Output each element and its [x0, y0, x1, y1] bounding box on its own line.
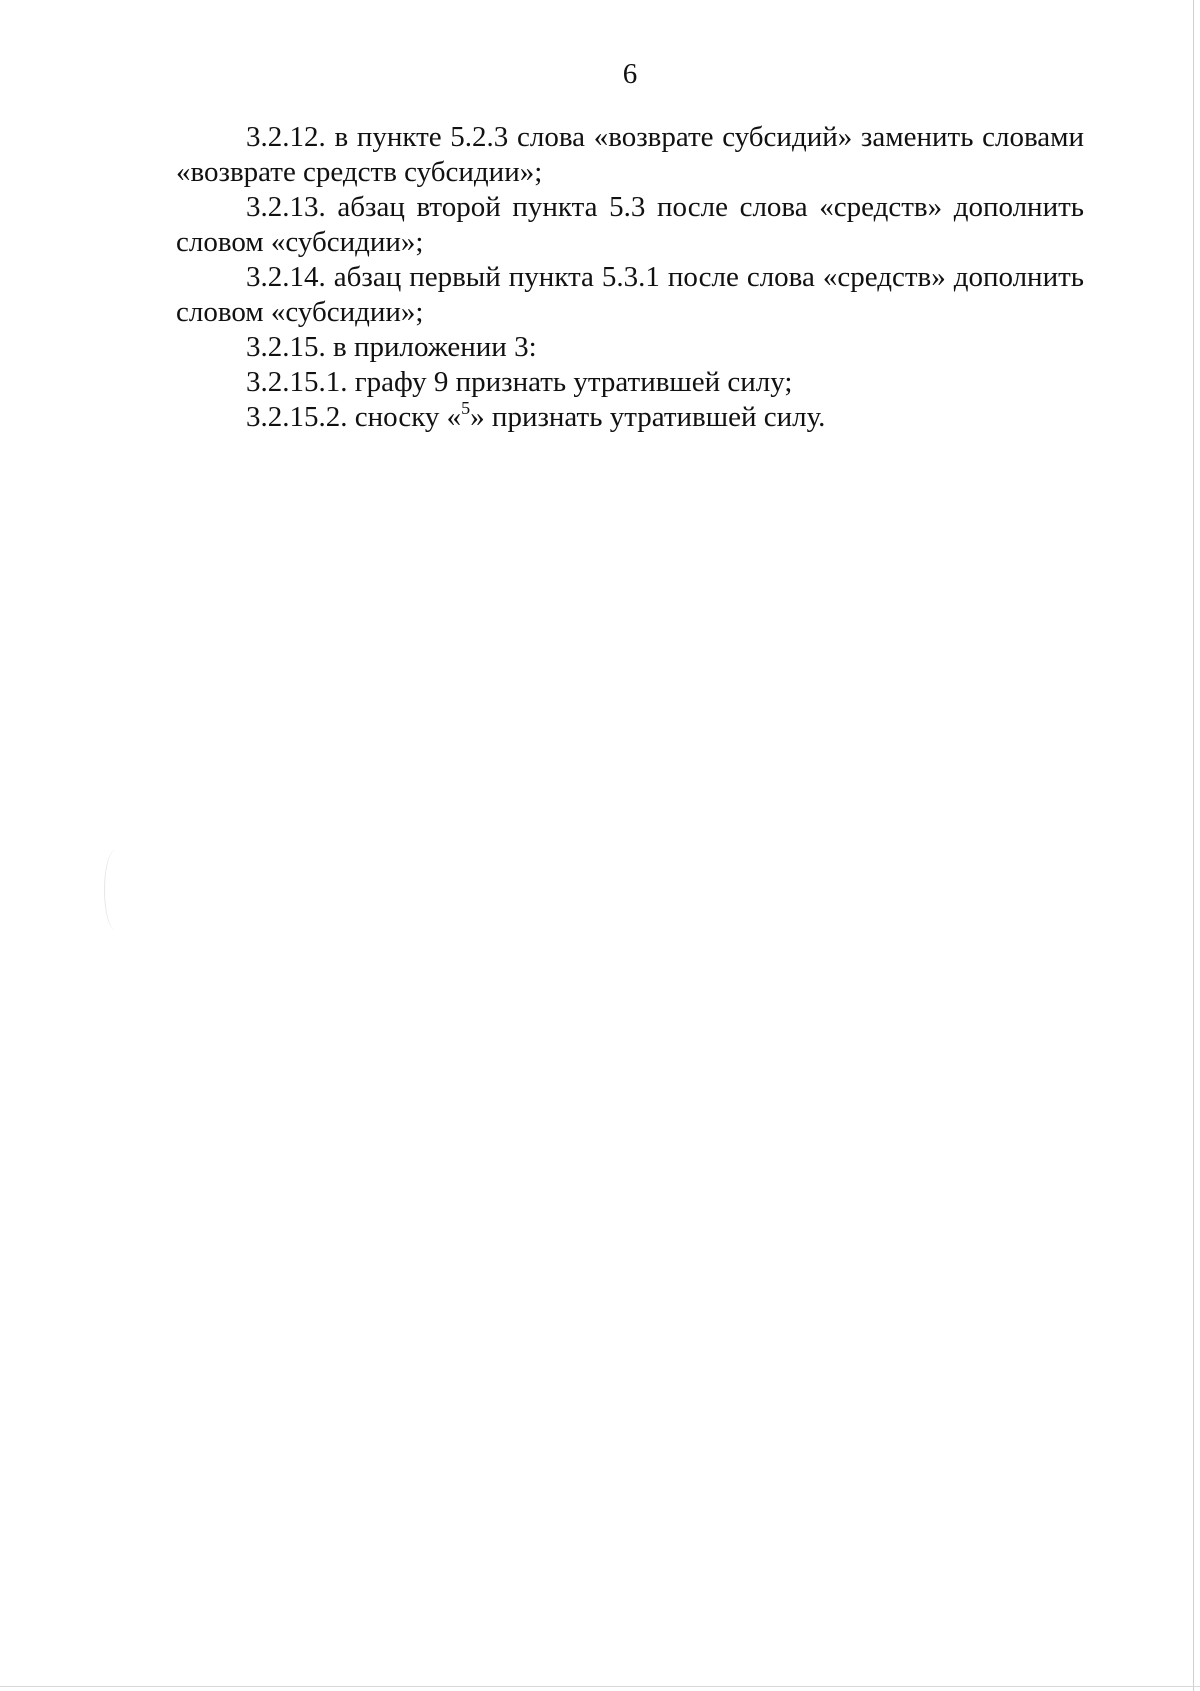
paragraph-3-2-15: 3.2.15. в приложении 3:	[246, 331, 537, 363]
paragraph-3-2-12: 3.2.12. в пункте 5.2.3 слова «возврате субсидий» заменить словами «возврате средств субсидии»;	[176, 121, 1084, 188]
paragraph-3-2-15-2-before: 3.2.15.2. сноску «	[246, 401, 462, 433]
page-edge-bottom	[0, 1686, 1200, 1687]
page-edge-right	[1193, 0, 1194, 1691]
page-number: 6	[622, 58, 638, 90]
paragraph-3-2-13: 3.2.13. абзац второй пункта 5.3 после слова «средств» дополнить словом «субсидии»;	[176, 191, 1084, 258]
scan-artifact	[104, 850, 127, 930]
paragraph-3-2-15-1: 3.2.15.1. графу 9 признать утратившей силу;	[246, 366, 793, 398]
paragraph-3-2-15-2	[176, 400, 1084, 435]
document-body	[176, 120, 1084, 435]
footnote-mark-superscript: 5	[461, 398, 471, 418]
paragraph-3-2-14: 3.2.14. абзац первый пункта 5.3.1 после слова «средств» дополнить словом «субсидии»;	[176, 261, 1084, 328]
paragraph-3-2-15-2-after: » признать утратившей силу.	[470, 401, 826, 433]
